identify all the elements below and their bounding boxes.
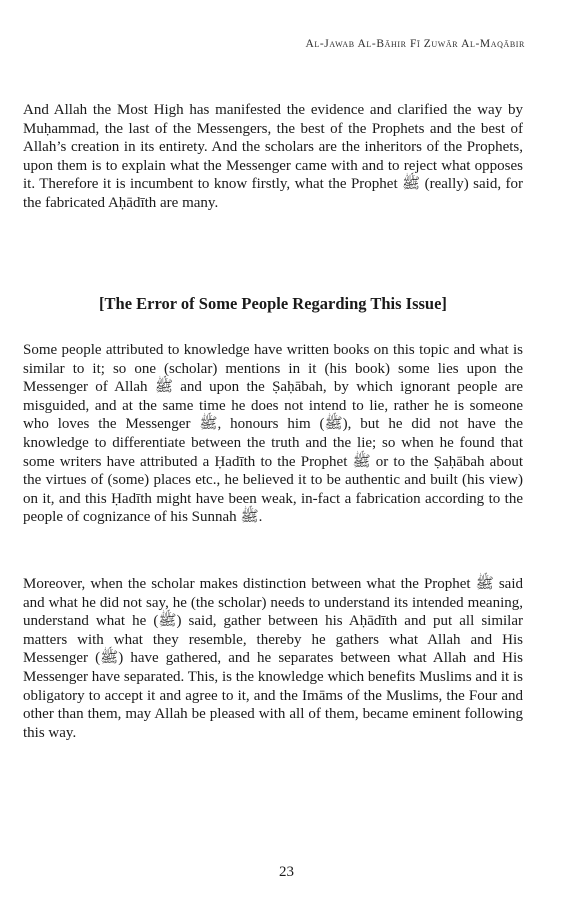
paragraph-distinction: Moreover, when the scholar makes distinction between what the Prophet ﷺ said and what he did not say, he (the scholar) needs to understand its intended meaning, understand what he (ﷺ) said, gather between his Aḥādīth and put all similar matters with what they resemble, thereby he gathers what Allah and His Messenger (ﷺ) have gathered, and he separates between what Allah and His Messenger have separated. This, is the knowledge which benefits Muslims and it is obligatory to accept it and agree to it, and the Imāms of the Muslims, the Four and other than them, may Allah be pleased with all of them, became eminent following this way. [23, 576, 523, 741]
page-number: 23 [279, 864, 294, 880]
paragraph-intro: And Allah the Most High has manifested the evidence and clarified the way by Muḥammad, the last of the Messengers, the best of the Prophets and the best of Allah’s creation in its entirety. And the scholars are the inheritors of the Prophets, upon them is to explain what the Messenger came with and to reject what opposes it. Therefore it is incumbent to know firstly, what the Prophet ﷺ (really) said, for the fabricated Aḥādīth are many. [23, 102, 523, 211]
running-head: Al-Jawab Al-Bāhir Fī Zuwār Al-Maqābir [305, 38, 525, 50]
paragraph-error: Some people attributed to knowledge have written books on this topic and what is similar to it; so one (scholar) mentions in it (his book) some lies upon the Messenger of Allah ﷺ and upon the Ṣaḥābah, by which ignorant people are misguided, and at the same time he does not intend to lie, rather he is someone who loves the Messenger ﷺ, honours him (ﷺ), but he did not have the knowledge to differentiate between the truth and the lie; so when he found that some writers have attributed a Ḥadīth to the Prophet ﷺ or to the Ṣaḥābah about the virtues of (some) places etc., he believed it to be authentic and built (his view) on it, and this Ḥadīth might have been weak, in-fact a fabrication according to the people of cognizance of his Sunnah ﷺ. [23, 342, 523, 526]
section-heading: [The Error of Some People Regarding This Issue] [99, 294, 447, 313]
